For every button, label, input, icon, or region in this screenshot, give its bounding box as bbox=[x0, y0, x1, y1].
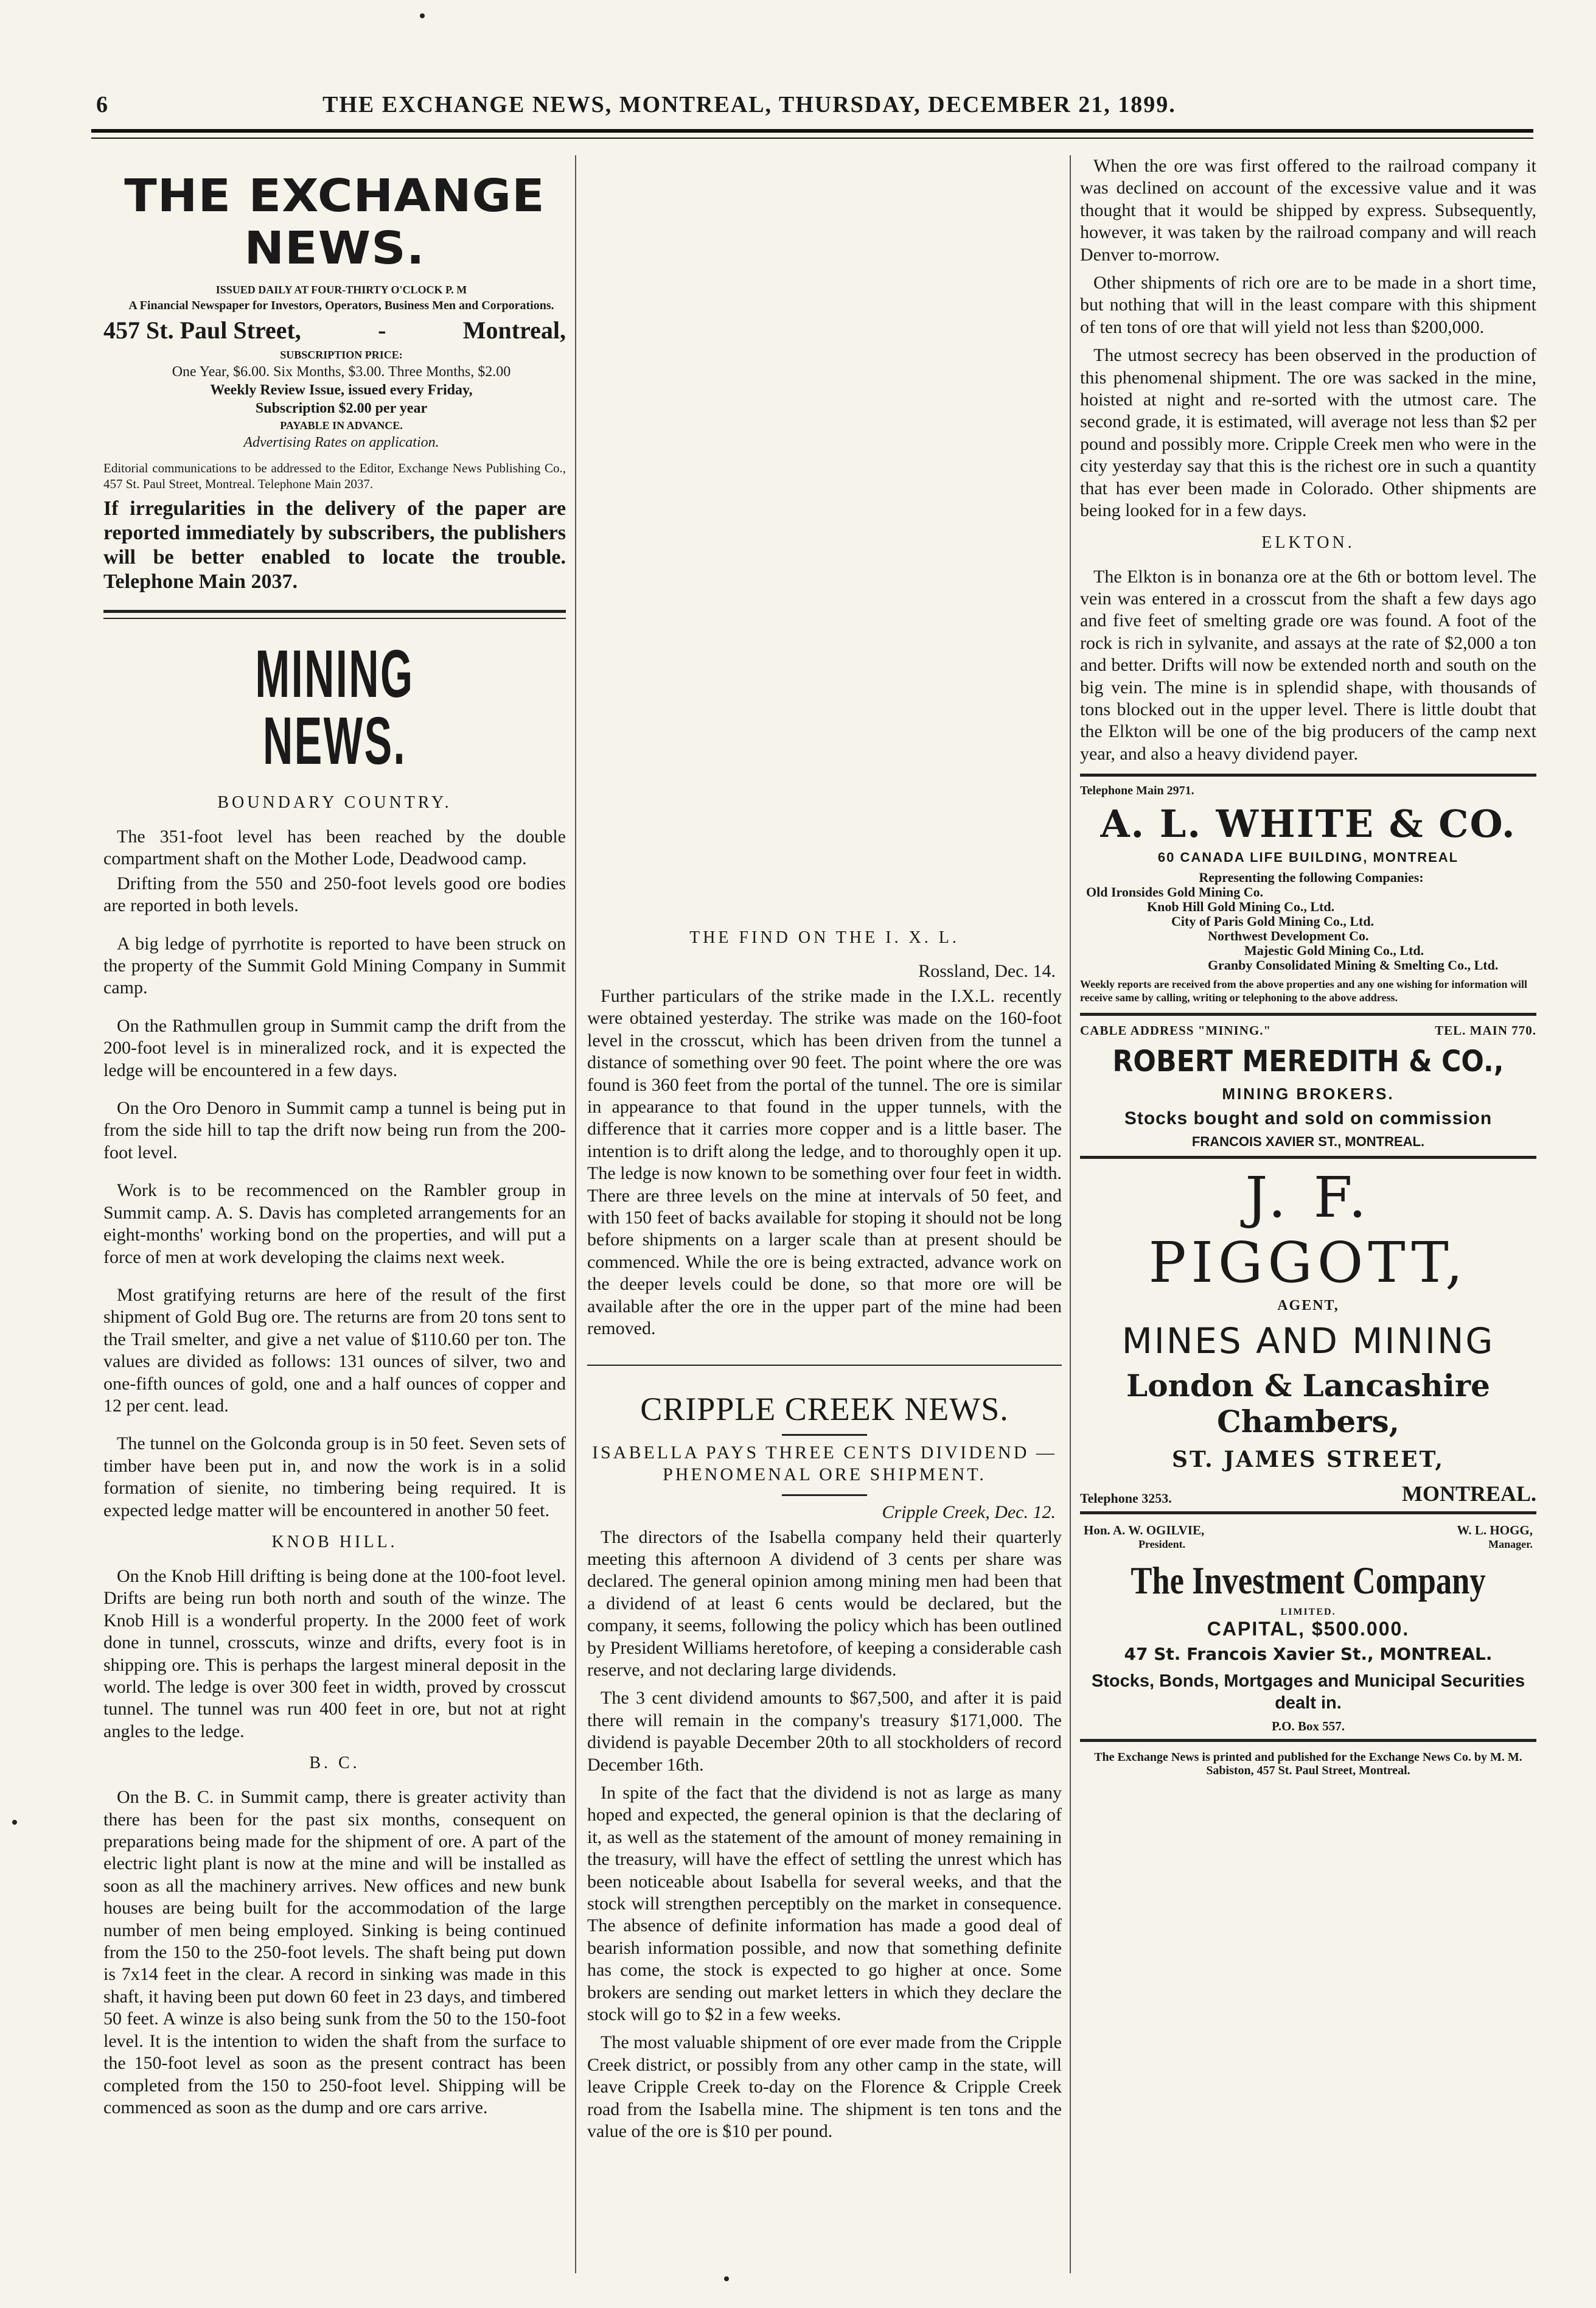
white-company: Northwest Development Co. bbox=[1208, 928, 1369, 944]
cripple-creek-headline: CRIPPLE CREEK NEWS. bbox=[640, 1390, 1009, 1427]
article-paragraph: On the Oro Denoro in Summit camp a tunnel is being put in from the side hill to tap the drift now being run from the 200-foot level. bbox=[103, 1098, 566, 1163]
white-company: City of Paris Gold Mining Co., Ltd. bbox=[1171, 914, 1375, 929]
article-paragraph: Most gratifying returns are here of the result of the first shipment of Gold Bug ore. The returns are from 20 tons sent to the Trail smelter, and give a net value of $110.60 per ton. The values are divided as follows: 131 ounces of silver, two and one-fifth ounces of gold, one and a half ounces of copper and 12 per cent. lead. bbox=[103, 1284, 566, 1416]
header-rule-thick bbox=[91, 129, 1533, 133]
article-paragraph: On the B. C. in Summit camp, there is greater activity than there has been for the past six months, consequent on preparations being made for the shipment of ore. A part of the electric light plant is now at the mine and will be installed as soon as all the machinery arrives. New offices and new bunk houses are being built for the accommodation of the large number of men being employed. Sinking is being continued from the 150 to the 250-foot levels. The shaft being put down is 7x14 feet in the clear. A record in sinking was made in this shaft, it having been put down 60 feet in 23 days, and timbered 50 feet. A winze is also being sunk from the 50 to the 150-foot level. It is the intention to widen the shaft from the surface to the 150-foot level as soon as the present contract has been completed from the 150 to 250-foot level. Shipping will be commenced as soon as the dump and ore cars arrive. bbox=[103, 1787, 566, 2117]
masthead-tagline: A Financial Newspaper for Investors, Operators, Business Men and Corporations. bbox=[128, 299, 554, 312]
white-representing: Representing the following Companies: bbox=[1199, 870, 1424, 886]
deck-rule bbox=[782, 1494, 867, 1496]
section-rule bbox=[103, 610, 566, 613]
article-paragraph: The 351-foot level has been reached by the double compartment shaft on the Mother Lode, Deadwood camp. bbox=[103, 827, 566, 869]
ad-rule bbox=[1080, 1156, 1536, 1159]
investment-manager: W. L. HOGG, bbox=[1457, 1523, 1533, 1538]
column-separator bbox=[575, 155, 576, 2273]
article-paragraph: A big ledge of pyrrhotite is reported to have been struck on the property of the Summit Gold Mining Company in Summit camp. bbox=[103, 933, 566, 998]
cripple-creek-dateline: Cripple Creek, Dec. 12. bbox=[882, 1502, 1056, 1522]
white-note: Weekly reports are received from the above properties and any one wishing for information will receive same by calling, writing or telephoning to the above address. bbox=[1080, 978, 1527, 1004]
payable-notice: PAYABLE IN ADVANCE. bbox=[280, 419, 403, 432]
piggott-contact bbox=[1080, 1481, 1536, 1506]
white-address: 60 CANADA LIFE BUILDING, MONTREAL bbox=[1157, 850, 1459, 865]
meredith-sub: MINING BROKERS. bbox=[1222, 1085, 1395, 1103]
address-dash: - bbox=[378, 316, 386, 344]
meredith-name: ROBERT MEREDITH & CO., bbox=[1112, 1044, 1504, 1079]
article-paragraph: Drifting from the 550 and 250-foot levels good ore bodies are reported in both levels. bbox=[103, 873, 566, 916]
page-number: 6 bbox=[96, 92, 109, 117]
article-paragraph: In spite of the fact that the dividend is not as large as many hoped and expected, the general opinion is that the declaring of it, as well as the statement of the amount of money remaining in the treasury, will have the effect of settling the unrest which has been noticeable about Isabella for several weeks, and that the stock will strengthen perceptibly on the market in consequence. The absence of definite information has made a good deal of bearish information possible, and now that something definite has come, the stock is expected to go higher at once. Some brokers are sending out market letters in which they declare the stock will go to $2 in a few weeks. bbox=[587, 1782, 1062, 2025]
article-paragraph: Work is to be recommenced on the Rambler group in Summit camp. A. S. Davis has completed arrangements for an eight-months' working bond on the properties, and will put a force of men at work developing the claims next week. bbox=[103, 1180, 566, 1267]
running-head: THE EXCHANGE NEWS, MONTREAL, THURSDAY, DECEMBER 21, 1899. bbox=[322, 92, 1176, 117]
meredith-address: FRANCOIS XAVIER ST., MONTREAL. bbox=[1191, 1134, 1425, 1150]
piggott-london: London & Lancashire Chambers, bbox=[1126, 1368, 1490, 1440]
ixl-heading: THE FIND ON THE I. X. L. bbox=[689, 928, 960, 947]
delivery-notice: If irregularities in the delivery of the paper are reported immediately by subscribers, the publishers will be better enabled to locate the trouble. Telephone Main 2037. bbox=[103, 497, 566, 593]
meredith-cable: CABLE ADDRESS "MINING." bbox=[1080, 1023, 1272, 1038]
article-paragraph: Other shipments of rich ore are to be made in a short time, but nothing that will in the least compare with this shipment of ten tons of ore that will yield not less than $200,000. bbox=[1080, 273, 1536, 337]
investment-officer-titles bbox=[1084, 1538, 1533, 1551]
article-paragraph: The 3 cent dividend amounts to $67,500, and after it is paid there will remain in the company's treasury $171,000. The dividend is payable December 20th to all stockholders of record December 16th. bbox=[587, 1688, 1062, 1775]
subscription-rates: One Year, $6.00. Six Months, $3.00. Three Months, $2.00 bbox=[172, 364, 511, 380]
weekly-review: Weekly Review Issue, issued every Friday, bbox=[210, 382, 473, 398]
column-two bbox=[587, 155, 1062, 2271]
white-company-name: A. L. WHITE & CO. bbox=[1100, 802, 1516, 847]
cripple-creek-deck: ISABELLA PAYS THREE CENTS DIVIDEND — PHENOMENAL ORE SHIPMENT. bbox=[592, 1442, 1057, 1484]
ad-rule bbox=[1080, 1511, 1536, 1514]
mining-news-title: MINING NEWS. bbox=[255, 637, 414, 778]
piggott-mines: MINES AND MINING bbox=[1121, 1320, 1495, 1362]
investment-stocks: Stocks, Bonds, Mortgages and Municipal Securities dealt in. bbox=[1091, 1671, 1525, 1713]
piggott-street: ST. JAMES STREET, bbox=[1172, 1447, 1444, 1473]
investment-pobox: P.O. Box 557. bbox=[1272, 1719, 1345, 1734]
editorial-notice: Editorial communications to be addressed to the Editor, Exchange News Publishing Co., 457 St. Paul Street, Montreal. Telephone Main 2037. bbox=[103, 461, 566, 491]
investment-address: 47 St. Francois Xavier St., MONTREAL. bbox=[1124, 1644, 1493, 1665]
investment-manager-title: Manager. bbox=[1488, 1538, 1533, 1551]
masthead-address bbox=[103, 316, 566, 344]
column-three bbox=[1080, 155, 1536, 2271]
investment-advertisement bbox=[1080, 1523, 1536, 1734]
article-paragraph: When the ore was first offered to the railroad company it was declined on account of the excessive value and it was thought that it would be shipped by express. Subsequently, however, it was taken by the railroad company and will reach Denver to-morrow. bbox=[1080, 156, 1536, 265]
article-paragraph: The most valuable shipment of ore ever made from the Cripple Creek district, or possibly from any other camp in the state, will leave Cripple Creek to-day on the Florence & Cripple Creek road from the Isabella mine. The shipment is ten tons and the value of the ore is $10 per pound. bbox=[587, 2032, 1062, 2142]
meredith-advertisement bbox=[1080, 1023, 1536, 1150]
bc-heading: B. C. bbox=[309, 1754, 360, 1773]
header-rule-thin bbox=[91, 138, 1533, 139]
white-companies bbox=[1086, 870, 1536, 973]
page-header bbox=[91, 85, 1533, 128]
white-company: Old Ironsides Gold Mining Co. bbox=[1086, 884, 1264, 900]
piggott-advertisement bbox=[1080, 1165, 1536, 1506]
elkton-heading: ELKTON. bbox=[1261, 533, 1355, 552]
print-speck bbox=[724, 2276, 729, 2281]
piggott-telephone: Telephone 3253. bbox=[1080, 1491, 1172, 1506]
article-paragraph: On the Rathmullen group in Summit camp the drift from the 200-foot level is in mineralized rock, and it is expected the ledge will be encountered in a few days. bbox=[103, 1015, 566, 1080]
white-company: Granby Consolidated Mining & Smelting Co., Ltd. bbox=[1208, 957, 1499, 973]
investment-officers bbox=[1084, 1523, 1533, 1538]
masthead-issued: ISSUED DAILY AT FOUR-THIRTY O'CLOCK P. M bbox=[215, 284, 467, 296]
piggott-city: MONTREAL. bbox=[1401, 1481, 1536, 1506]
meredith-tel: TEL. MAIN 770. bbox=[1435, 1023, 1536, 1038]
masthead-title: THE EXCHANGE NEWS. bbox=[124, 170, 545, 275]
column-one bbox=[103, 155, 566, 2271]
ixl-dateline: Rossland, Dec. 14. bbox=[918, 961, 1056, 981]
article-paragraph: The utmost secrecy has been observed in the production of this phenomenal shipment. The ore was sacked in the mine, hoisted at night and re-sorted with the utmost care. The second grade, it is estimated, will average not less than $2 per pound and possibly more. Cripple Creek men who were in the city yesterday say that this is the richest ore in such a quantity that has ever been made in Colorado. Other shipments are being looked for in a few days. bbox=[1080, 345, 1536, 521]
meredith-contact bbox=[1080, 1023, 1536, 1038]
print-speck bbox=[420, 13, 425, 18]
print-speck bbox=[12, 1820, 17, 1825]
ad-rule bbox=[1080, 774, 1536, 777]
boundary-heading: BOUNDARY COUNTRY. bbox=[217, 793, 452, 812]
investment-capital: CAPITAL, $500.000. bbox=[1207, 1618, 1410, 1640]
article-paragraph: On the Knob Hill drifting is being done at the 100-foot level. Drifts are being run both north and south of the winze. The Knob Hill is a wonderful property. In the 2000 feet of work done in tunnel, crosscuts, winze and drifts, every foot is in shipping ore. This is perhaps the largest mineral deposit in the world. The ledge is over 300 feet in width, proved by crosscut tunnel. The tunnel was run 400 feet in ore, but not at right angles to the ledge. bbox=[103, 1565, 566, 1741]
subscription-head: SUBSCRIPTION PRICE: bbox=[280, 349, 403, 361]
article-paragraph: The directors of the Isabella company held their quarterly meeting this afternoon A dividend of 3 cents per share was declared. The general opinion among mining men had been that a dividend of at least 6 cents would be declared, but the company, it seems, following the policy which has been outlined by President Williams heretofore, of keeping a considerable cash reserve, and not declaring large dividends. bbox=[587, 1526, 1062, 1680]
advertising-rates: Advertising Rates on application. bbox=[243, 435, 439, 450]
article-paragraph: The tunnel on the Golconda group is in 50 feet. Seven sets of timber have been put in, and now the work is in a solid formation of sienite, no timbering being required. It is expected ledge matter will be encountered in another 50 feet. bbox=[103, 1433, 566, 1520]
investment-president: Hon. A. W. OGILVIE, bbox=[1084, 1523, 1205, 1538]
piggott-agent: AGENT, bbox=[1277, 1298, 1339, 1314]
publisher-imprint: The Exchange News is printed and published for the Exchange News Co. by M. M. Sabiston, 457 St. Paul Street, Montreal. bbox=[1094, 1750, 1522, 1778]
address-street: 457 St. Paul Street, bbox=[103, 316, 301, 344]
white-company: Knob Hill Gold Mining Co., Ltd. bbox=[1147, 899, 1335, 915]
weekly-subscription: Subscription $2.00 per year bbox=[255, 400, 428, 416]
investment-president-title: President. bbox=[1138, 1538, 1186, 1551]
investment-limited: LIMITED. bbox=[1280, 1607, 1336, 1618]
column-separator bbox=[1070, 155, 1071, 2273]
ad-rule bbox=[1080, 1739, 1536, 1742]
white-telephone: Telephone Main 2971. bbox=[1080, 784, 1194, 798]
piggott-name: J. F. PIGGOTT, bbox=[1148, 1165, 1468, 1296]
headline-rule bbox=[782, 1434, 867, 1436]
white-advertisement bbox=[1080, 784, 1536, 1004]
white-company: Majestic Gold Mining Co., Ltd. bbox=[1244, 943, 1424, 959]
knob-hill-heading: KNOB HILL. bbox=[271, 1532, 398, 1551]
section-rule bbox=[587, 1365, 1062, 1366]
section-rule bbox=[103, 618, 566, 619]
meredith-line: Stocks bought and sold on commission bbox=[1124, 1108, 1493, 1129]
address-city: Montreal, bbox=[462, 316, 566, 344]
ad-rule bbox=[1080, 1013, 1536, 1016]
article-paragraph: The Elkton is in bonanza ore at the 6th or bottom level. The vein was entered in a crosscut from the shaft a few days ago and five feet of smelting grade ore was found. A foot of the rock is rich in sylvanite, and assays at the rate of $2,000 a ton and better. Drifts will now be extended north and south on the big vein. The mine is in splendid shape, with thousands of tons blocked out in the upper level. There is little doubt that the Elkton will be one of the big producers of the camp next year, and also a heavy dividend payer. bbox=[1080, 566, 1536, 764]
article-paragraph: Further particulars of the strike made in the I.X.L. recently were obtained yesterday. The strike was made on the 160-foot level in the crosscut, which has been driven from the tunnel a distance of something over 90 feet. The point where the ore was found is 360 feet from the portal of the tunnel. The ore is similar in appearance to that found in the upper tunnels, with the difference that it carries more copper and is a little baser. The intention is to drift along the ledge, and to thoroughly open it up. The ledge is now known to be something over four feet in width. There are three levels on the mine at intervals of 50 feet, and with 150 feet of backs available for stoping it should not be long before shipments on a larger scale than at present should be commenced. While the ore is being extracted, advance work on the deeper levels could be done, so that more ore will be available after the ore in the upper part of the mine had been removed. bbox=[587, 986, 1062, 1339]
investment-company-name: The Investment Company bbox=[1131, 1559, 1486, 1603]
